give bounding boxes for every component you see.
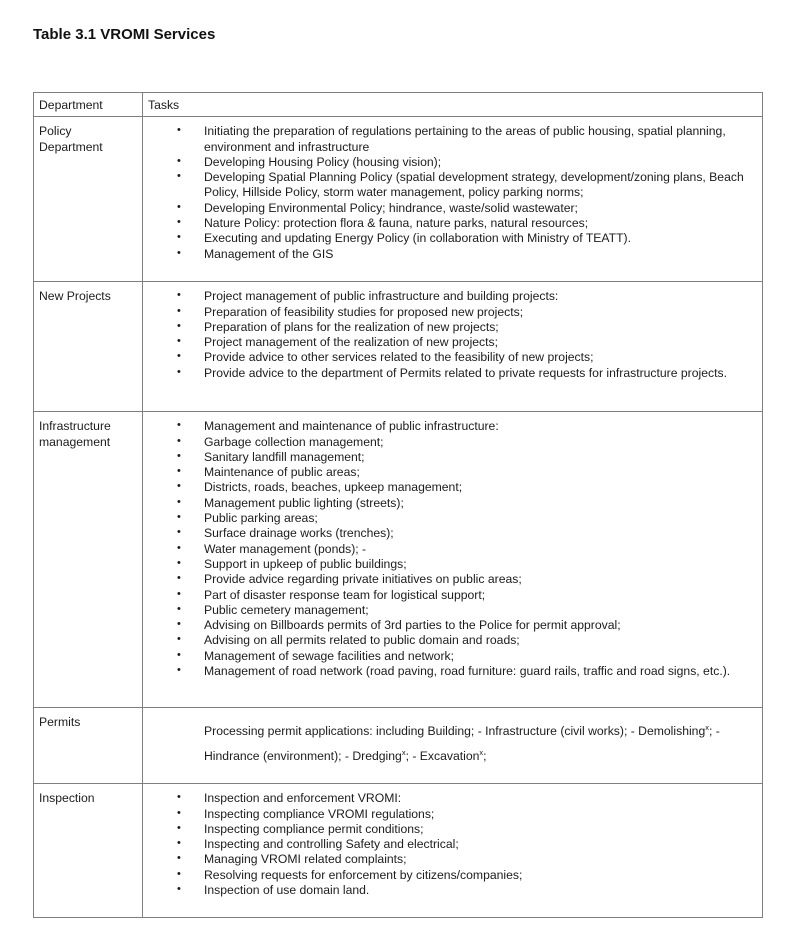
task-item: • Surface drainage works (trenches);	[204, 526, 758, 541]
task-item: • Preparation of feasibility studies for proposed new projects;	[204, 305, 758, 320]
table-caption: Table 3.1 VROMI Services	[33, 26, 216, 43]
table-header-row	[34, 93, 763, 117]
department-cell-new-projects: New Projects	[34, 282, 143, 412]
permits-superscript: x	[401, 748, 406, 758]
task-item: • Garbage collection management;	[204, 435, 758, 450]
task-item: • Managing VROMI related complaints;	[204, 852, 758, 867]
table-row-permits	[34, 708, 763, 784]
task-item: • Maintenance of public areas;	[204, 465, 758, 480]
permits-text-segment: ; - Hindrance (environment); - Dredging	[204, 724, 720, 764]
vromi-services-table	[33, 92, 763, 918]
permits-description	[143, 719, 756, 769]
task-item: • Public cemetery management;	[204, 603, 758, 618]
permits-text-segment: ; - Excavation	[405, 749, 480, 764]
task-list-inspection	[143, 791, 762, 898]
tasks-cell-new-projects	[143, 282, 763, 412]
task-item: • Water management (ponds); -	[204, 542, 758, 557]
tasks-cell-infrastructure	[143, 412, 763, 708]
department-cell-permits: Permits	[34, 708, 143, 784]
task-item: • Developing Housing Policy (housing vision);	[204, 155, 758, 170]
task-item: • Provide advice to the department of Permits related to private requests for infrastructure projects.	[204, 366, 758, 381]
tasks-cell-policy	[143, 117, 763, 282]
task-item: • Project management of public infrastructure and building projects:	[204, 289, 758, 304]
task-item: • Resolving requests for enforcement by citizens/companies;	[204, 868, 758, 883]
table-row-infrastructure-management	[34, 412, 763, 708]
permits-text-segment: Processing permit applications: including Building; - Infrastructure (civil works); - Demolishing	[204, 724, 706, 739]
task-item: • Inspecting and controlling Safety and electrical;	[204, 837, 758, 852]
task-item: • Developing Environmental Policy; hindrance, waste/solid wastewater;	[204, 201, 758, 216]
task-item: • Sanitary landfill management;	[204, 450, 758, 465]
task-item: • Management of the GIS	[204, 247, 758, 262]
task-item: • Provide advice regarding private initiatives on public areas;	[204, 572, 758, 587]
task-item: • Management of sewage facilities and network;	[204, 649, 758, 664]
task-item: • Inspecting compliance VROMI regulations;	[204, 807, 758, 822]
task-item: • Nature Policy: protection flora & fauna, nature parks, natural resources;	[204, 216, 758, 231]
permits-superscript: x	[479, 748, 484, 758]
task-item: • Inspection of use domain land.	[204, 883, 758, 898]
task-item: • Management public lighting (streets);	[204, 496, 758, 511]
task-item: • Public parking areas;	[204, 511, 758, 526]
task-item: • Preparation of plans for the realization of new projects;	[204, 320, 758, 335]
task-item: • Provide advice to other services related to the feasibility of new projects;	[204, 350, 758, 365]
task-item: • Executing and updating Energy Policy (in collaboration with Ministry of TEATT).	[204, 231, 758, 246]
task-item: • Inspection and enforcement VROMI:	[204, 791, 758, 806]
task-item: • Management of road network (road paving, road furniture: guard rails, traffic and road signs, etc.).	[204, 664, 758, 679]
department-cell-inspection: Inspection	[34, 784, 143, 918]
task-item: • Support in upkeep of public buildings;	[204, 557, 758, 572]
table-row-new-projects	[34, 282, 763, 412]
task-item: • Advising on Billboards permits of 3rd parties to the Police for permit approval;	[204, 618, 758, 633]
header-tasks: Tasks	[143, 93, 763, 117]
task-item: • Management and maintenance of public infrastructure:	[204, 419, 758, 434]
task-item: • Developing Spatial Planning Policy (spatial development strategy, development/zoning plans, Beach Policy, Hillside Policy, storm water management, policy parking norms;	[204, 170, 758, 201]
permits-text-segment: ;	[483, 749, 487, 764]
task-item: • Project management of the realization of new projects;	[204, 335, 758, 350]
tasks-cell-permits	[143, 708, 763, 784]
task-list-infrastructure	[143, 419, 762, 679]
table-row-inspection	[34, 784, 763, 918]
task-item: • Initiating the preparation of regulations pertaining to the areas of public housing, spatial planning, environment and infrastructure	[204, 124, 758, 155]
header-department: Department	[34, 93, 143, 117]
task-list-new-projects	[143, 289, 762, 381]
task-item: • Advising on all permits related to public domain and roads;	[204, 633, 758, 648]
tasks-cell-inspection	[143, 784, 763, 918]
department-cell-infrastructure: Infrastructure management	[34, 412, 143, 708]
department-cell-policy: Policy Department	[34, 117, 143, 282]
table-row-policy-department	[34, 117, 763, 282]
task-item: • Inspecting compliance permit conditions;	[204, 822, 758, 837]
task-list-policy	[143, 124, 762, 262]
task-item: • Part of disaster response team for logistical support;	[204, 588, 758, 603]
permits-superscript: x	[705, 723, 709, 733]
task-item: • Districts, roads, beaches, upkeep management;	[204, 480, 758, 495]
